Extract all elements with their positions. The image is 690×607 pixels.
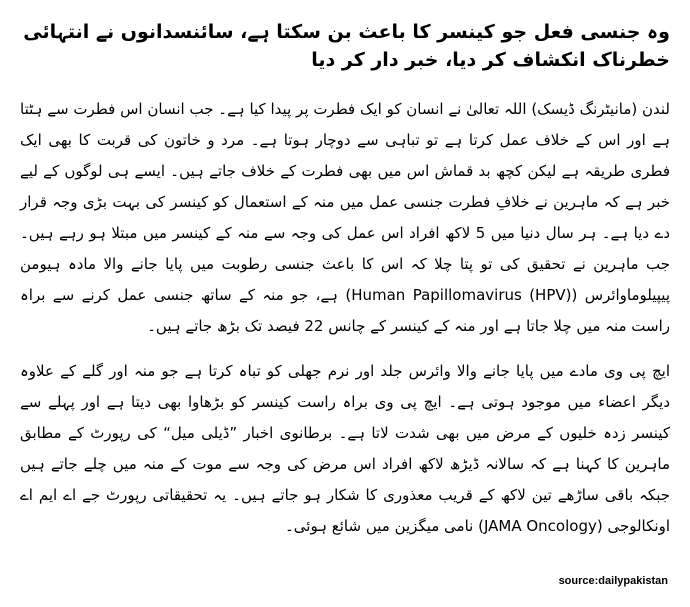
article-paragraph-1: لندن (مانیٹرنگ ڈیسک) اللہ تعالیٰ نے انسان کو ایک فطرت پر پیدا کیا ہے۔ جب انسان اس فطرت سے ہٹتا ہے اور اس کے خلاف عمل کرتا ہے تو تباہی سے دوچار ہوتا ہے۔ مرد و خاتون کی قربت کا بھی ایک فطری طریقہ ہے لیکن کچھ بد قماش اس میں بھی فطرت کے خلاف جاتے ہیں۔ ایسے ہی لوگوں کے لیے خبر ہے کہ ماہرین نے خلافِ فطرت جنسی عمل میں منہ کے استعمال کو کینسر کی بہت بڑی وجہ قرار دے دیا ہے۔ ہر سال دنیا میں 5 لاکھ افراد اس عمل کی وجہ سے منہ کے کینسر میں مبتلا ہو رہے ہیں۔ جب ماہرین نے تحقیق کی تو پتا چلا کہ اس کا باعث جنسی رطوبت میں پایا جانے والا مادہ ہیومن پیپیلوماوائرس (Human Papillomavirus (HPV)) ہے، جو منہ کے ساتھ جنسی عمل کرنے سے براہ راست منہ میں چلا جاتا ہے اور منہ کے کینسر کے چانس 22 فیصد تک بڑھ جاتے ہیں۔	[20, 100, 671, 335]
article-headline: وہ جنسی فعل جو کینسر کا باعث بن سکتا ہے، سائنسدانوں نے انتہائی خطرناک انکشاف کر دیا، خبر دار کر دیا	[23, 21, 670, 71]
source-credit: source:dailypakistan	[558, 575, 668, 587]
article-paragraph-2: ایچ پی وی مادے میں پایا جانے والا وائرس جلد اور نرم جھلی کو تباہ کرتا ہے جو منہ اور گلے کے علاوہ دیگر اعضاء میں موجود ہوتی ہے۔ ایچ پی وی براہ راست کینسر کو بڑھاوا بھی دیتا ہے اور پہلے سے کینسر زدہ خلیوں کے مرض میں بھی شدت لاتا ہے۔ برطانوی اخبار ”ڈیلی میل“ کی رپورٹ کے مطابق ماہرین کا کہنا ہے کہ سالانہ ڈیڑھ لاکھ افراد اس مرض کی وجہ سے موت کے منہ میں چلے جاتے ہیں جبکہ باقی ساڑھے تین لاکھ کے قریب معذوری کا شکار ہو جاتے ہیں۔ یہ تحقیقاتی رپورٹ جے اے ایم اے اونکالوجی (JAMA Oncology) نامی میگزین میں شائع ہوئی۔	[20, 362, 670, 535]
